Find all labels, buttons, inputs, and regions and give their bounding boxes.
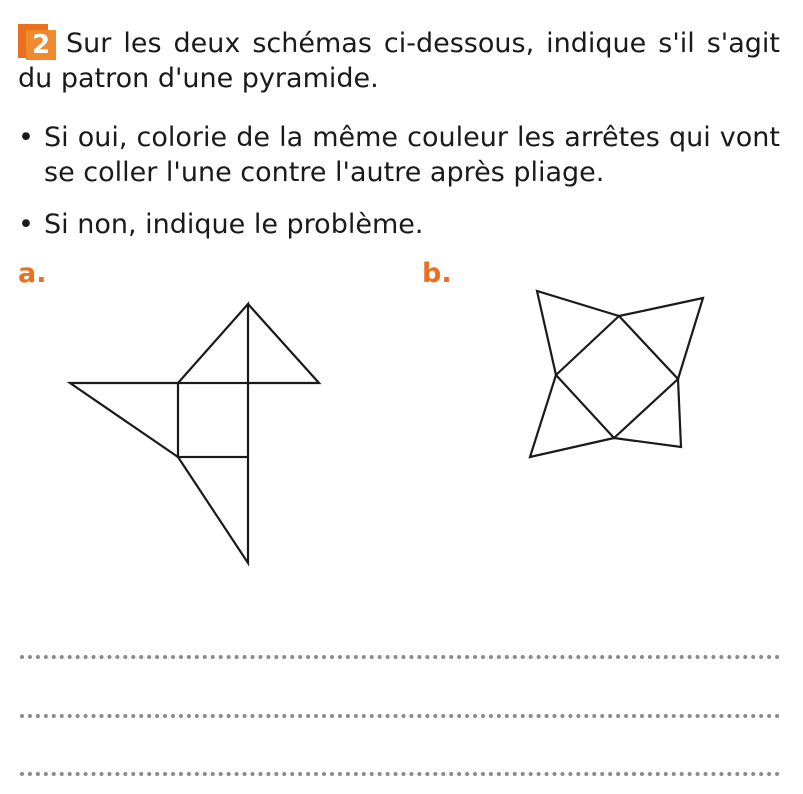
figure-b-bottom-right-face — [614, 379, 681, 447]
bullet-marker: • — [18, 209, 34, 240]
figure-a-top-face — [178, 304, 248, 383]
answer-line[interactable] — [20, 655, 780, 659]
figure-b-bottom-left-face — [530, 375, 614, 457]
bullet-marker: • — [18, 122, 34, 153]
instruction-text: Sur les deux schémas ci-dessous, indique s'il s'agit du patron d'une pyramide. — [18, 28, 780, 94]
figure-a-right-face — [248, 304, 319, 383]
exercise-number: 2 — [26, 30, 56, 60]
answer-line[interactable] — [20, 772, 780, 776]
bullet-text: Si non, indique le problème. — [44, 209, 424, 240]
answer-line[interactable] — [20, 714, 780, 718]
figure-b-label: b. — [422, 258, 452, 289]
figure-a-label: a. — [18, 258, 47, 289]
figure-a-square-base — [178, 383, 248, 457]
figure-a-left-face — [70, 383, 178, 457]
figure-a-net — [70, 304, 319, 563]
figure-a-bottom-face — [178, 457, 248, 563]
figure-b-net — [530, 291, 703, 457]
figure-b-top-right-face — [619, 298, 703, 379]
bullet-text: Si oui, colorie de la même couleur les arrêtes qui vont se coller l'une contre l'autre après pliage. — [44, 122, 780, 188]
figure-b-top-left-face — [537, 291, 619, 375]
figure-b-square-base — [556, 316, 678, 438]
